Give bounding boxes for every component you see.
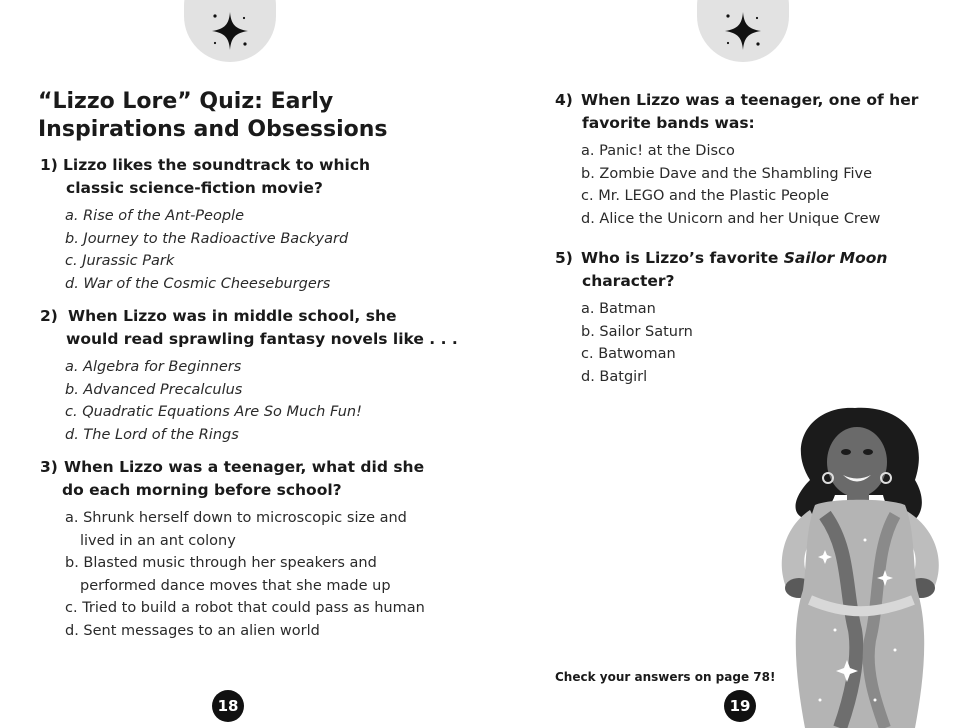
right-page	[485, 0, 970, 728]
answer-option: d. The Lord of the Rings	[65, 426, 239, 443]
answer-option: d. Alice the Unicorn and her Unique Crew	[581, 210, 881, 227]
question-3-options	[65, 507, 440, 642]
check-answers-note: Check your answers on page 78!	[555, 670, 776, 684]
question-text: favorite bands was:	[582, 114, 755, 132]
show-title: Sailor Moon	[783, 249, 888, 267]
question-5	[555, 247, 955, 293]
quiz-title	[38, 88, 458, 144]
question-2	[40, 305, 480, 351]
answer-option: a. Shrunk herself down to microscopic size and lived in an ant colony	[65, 510, 407, 549]
question-text: character?	[582, 272, 675, 290]
question-text: When Lizzo was in middle school, she	[68, 307, 397, 325]
question-text: When Lizzo was a teenager, one of her	[581, 91, 919, 109]
answer-option: d. Sent messages to an alien world	[65, 622, 320, 639]
answer-option: a. Batman	[581, 301, 656, 317]
quiz-title-line2: Inspirations and Obsessions	[38, 117, 388, 142]
question-number: 4)	[555, 91, 573, 109]
question-1-options	[65, 205, 465, 295]
sparkle-icon	[209, 10, 251, 52]
question-text: do each morning before school?	[62, 481, 342, 499]
question-5-options	[581, 298, 881, 388]
answer-option: c. Jurassic Park	[65, 253, 175, 269]
question-text	[555, 247, 955, 270]
page-number-left: 18	[212, 690, 244, 722]
answer-option: c. Mr. LEGO and the Plastic People	[581, 188, 830, 204]
answer-option: a. Algebra for Beginners	[65, 359, 242, 375]
answer-option: b. Advanced Precalculus	[65, 381, 243, 398]
answer-option: b. Zombie Dave and the Shambling Five	[581, 165, 873, 182]
sparkle-icon	[722, 10, 764, 52]
answer-option: d. Batgirl	[581, 368, 648, 385]
question-4-options	[581, 140, 961, 230]
question-text: Lizzo likes the soundtrack to which	[63, 156, 371, 174]
answer-option: b. Journey to the Radioactive Backyard	[65, 230, 349, 247]
question-1	[40, 154, 470, 200]
question-text: would read sprawling fantasy novels like . . .	[66, 330, 458, 348]
quiz-title-line1: “Lizzo Lore” Quiz: Early	[38, 89, 334, 114]
page-number-right: 19	[724, 690, 756, 722]
top-tab-left	[184, 0, 276, 62]
question-number: 2)	[40, 307, 58, 325]
question-text: classic science-fiction movie?	[66, 179, 323, 197]
answer-option: a. Panic! at the Disco	[581, 143, 735, 159]
question-3	[40, 456, 480, 502]
question-number: 5)	[555, 249, 573, 267]
answer-option: b. Blasted music through her speakers and performed dance moves that she made up	[65, 555, 391, 594]
question-text-part: Who is Lizzo’s favorite	[581, 249, 784, 267]
question-number: 1)	[40, 156, 58, 174]
question-2-options	[65, 356, 465, 446]
answer-option: c. Quadratic Equations Are So Much Fun!	[65, 404, 362, 420]
answer-option: c. Tried to build a robot that could pass as human	[65, 600, 425, 616]
question-text: When Lizzo was a teenager, what did she	[64, 458, 425, 476]
question-4	[555, 89, 955, 135]
answer-option: b. Sailor Saturn	[581, 323, 693, 340]
answer-option: a. Rise of the Ant-People	[65, 208, 244, 224]
top-tab-right	[697, 0, 789, 62]
lizzo-illustration	[755, 400, 965, 728]
answer-option: d. War of the Cosmic Cheeseburgers	[65, 275, 331, 292]
answer-option: c. Batwoman	[581, 346, 676, 362]
question-number: 3)	[40, 458, 58, 476]
